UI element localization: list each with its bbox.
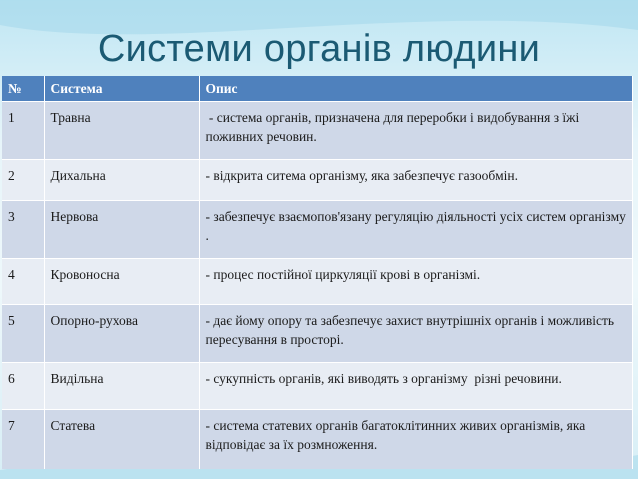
row-description: - система органів, призначена для переробки і видобування з їжі поживних речовин. — [199, 102, 633, 160]
row-number: 4 — [2, 259, 44, 305]
table-row — [2, 410, 633, 469]
row-number: 2 — [2, 160, 44, 201]
row-system: Дихальна — [44, 160, 199, 201]
header-system: Система — [44, 76, 199, 102]
row-description: - система статевих органів багатоклітинних живих організмів, яка відповідає за їх розмноження. — [199, 410, 633, 469]
row-number: 3 — [2, 201, 44, 259]
row-system: Опорно-рухова — [44, 305, 199, 363]
header-description: Опис — [199, 76, 633, 102]
table-row — [2, 259, 633, 305]
table-header-row — [2, 76, 633, 102]
row-number: 1 — [2, 102, 44, 160]
row-system: Видільна — [44, 363, 199, 410]
row-system: Травна — [44, 102, 199, 160]
table-row — [2, 201, 633, 259]
systems-table — [2, 76, 633, 469]
table-row — [2, 305, 633, 363]
table-row — [2, 160, 633, 201]
row-system: Нервова — [44, 201, 199, 259]
slide-title: Системи органів людини — [97, 28, 541, 70]
table-row — [2, 102, 633, 160]
row-number: 6 — [2, 363, 44, 410]
row-number: 5 — [2, 305, 44, 363]
row-description: - відкрита ситема організму, яка забезпечує газообмін. — [199, 160, 633, 201]
table-row — [2, 363, 633, 410]
row-number: 7 — [2, 410, 44, 469]
header-number: № — [2, 76, 44, 102]
row-system: Статева — [44, 410, 199, 469]
row-description: - сукупність органів, які виводять з організму різні речовини. — [199, 363, 633, 410]
row-description: - забезпечує взаємопов'язану регуляцію діяльності усіх систем організму . — [199, 201, 633, 259]
row-description: - процес постійної циркуляції крові в організмі. — [199, 259, 633, 305]
row-description: - дає йому опору та забезпечує захист внутрішніх органів і можливість пересування в просторі. — [199, 305, 633, 363]
row-system: Кровоносна — [44, 259, 199, 305]
